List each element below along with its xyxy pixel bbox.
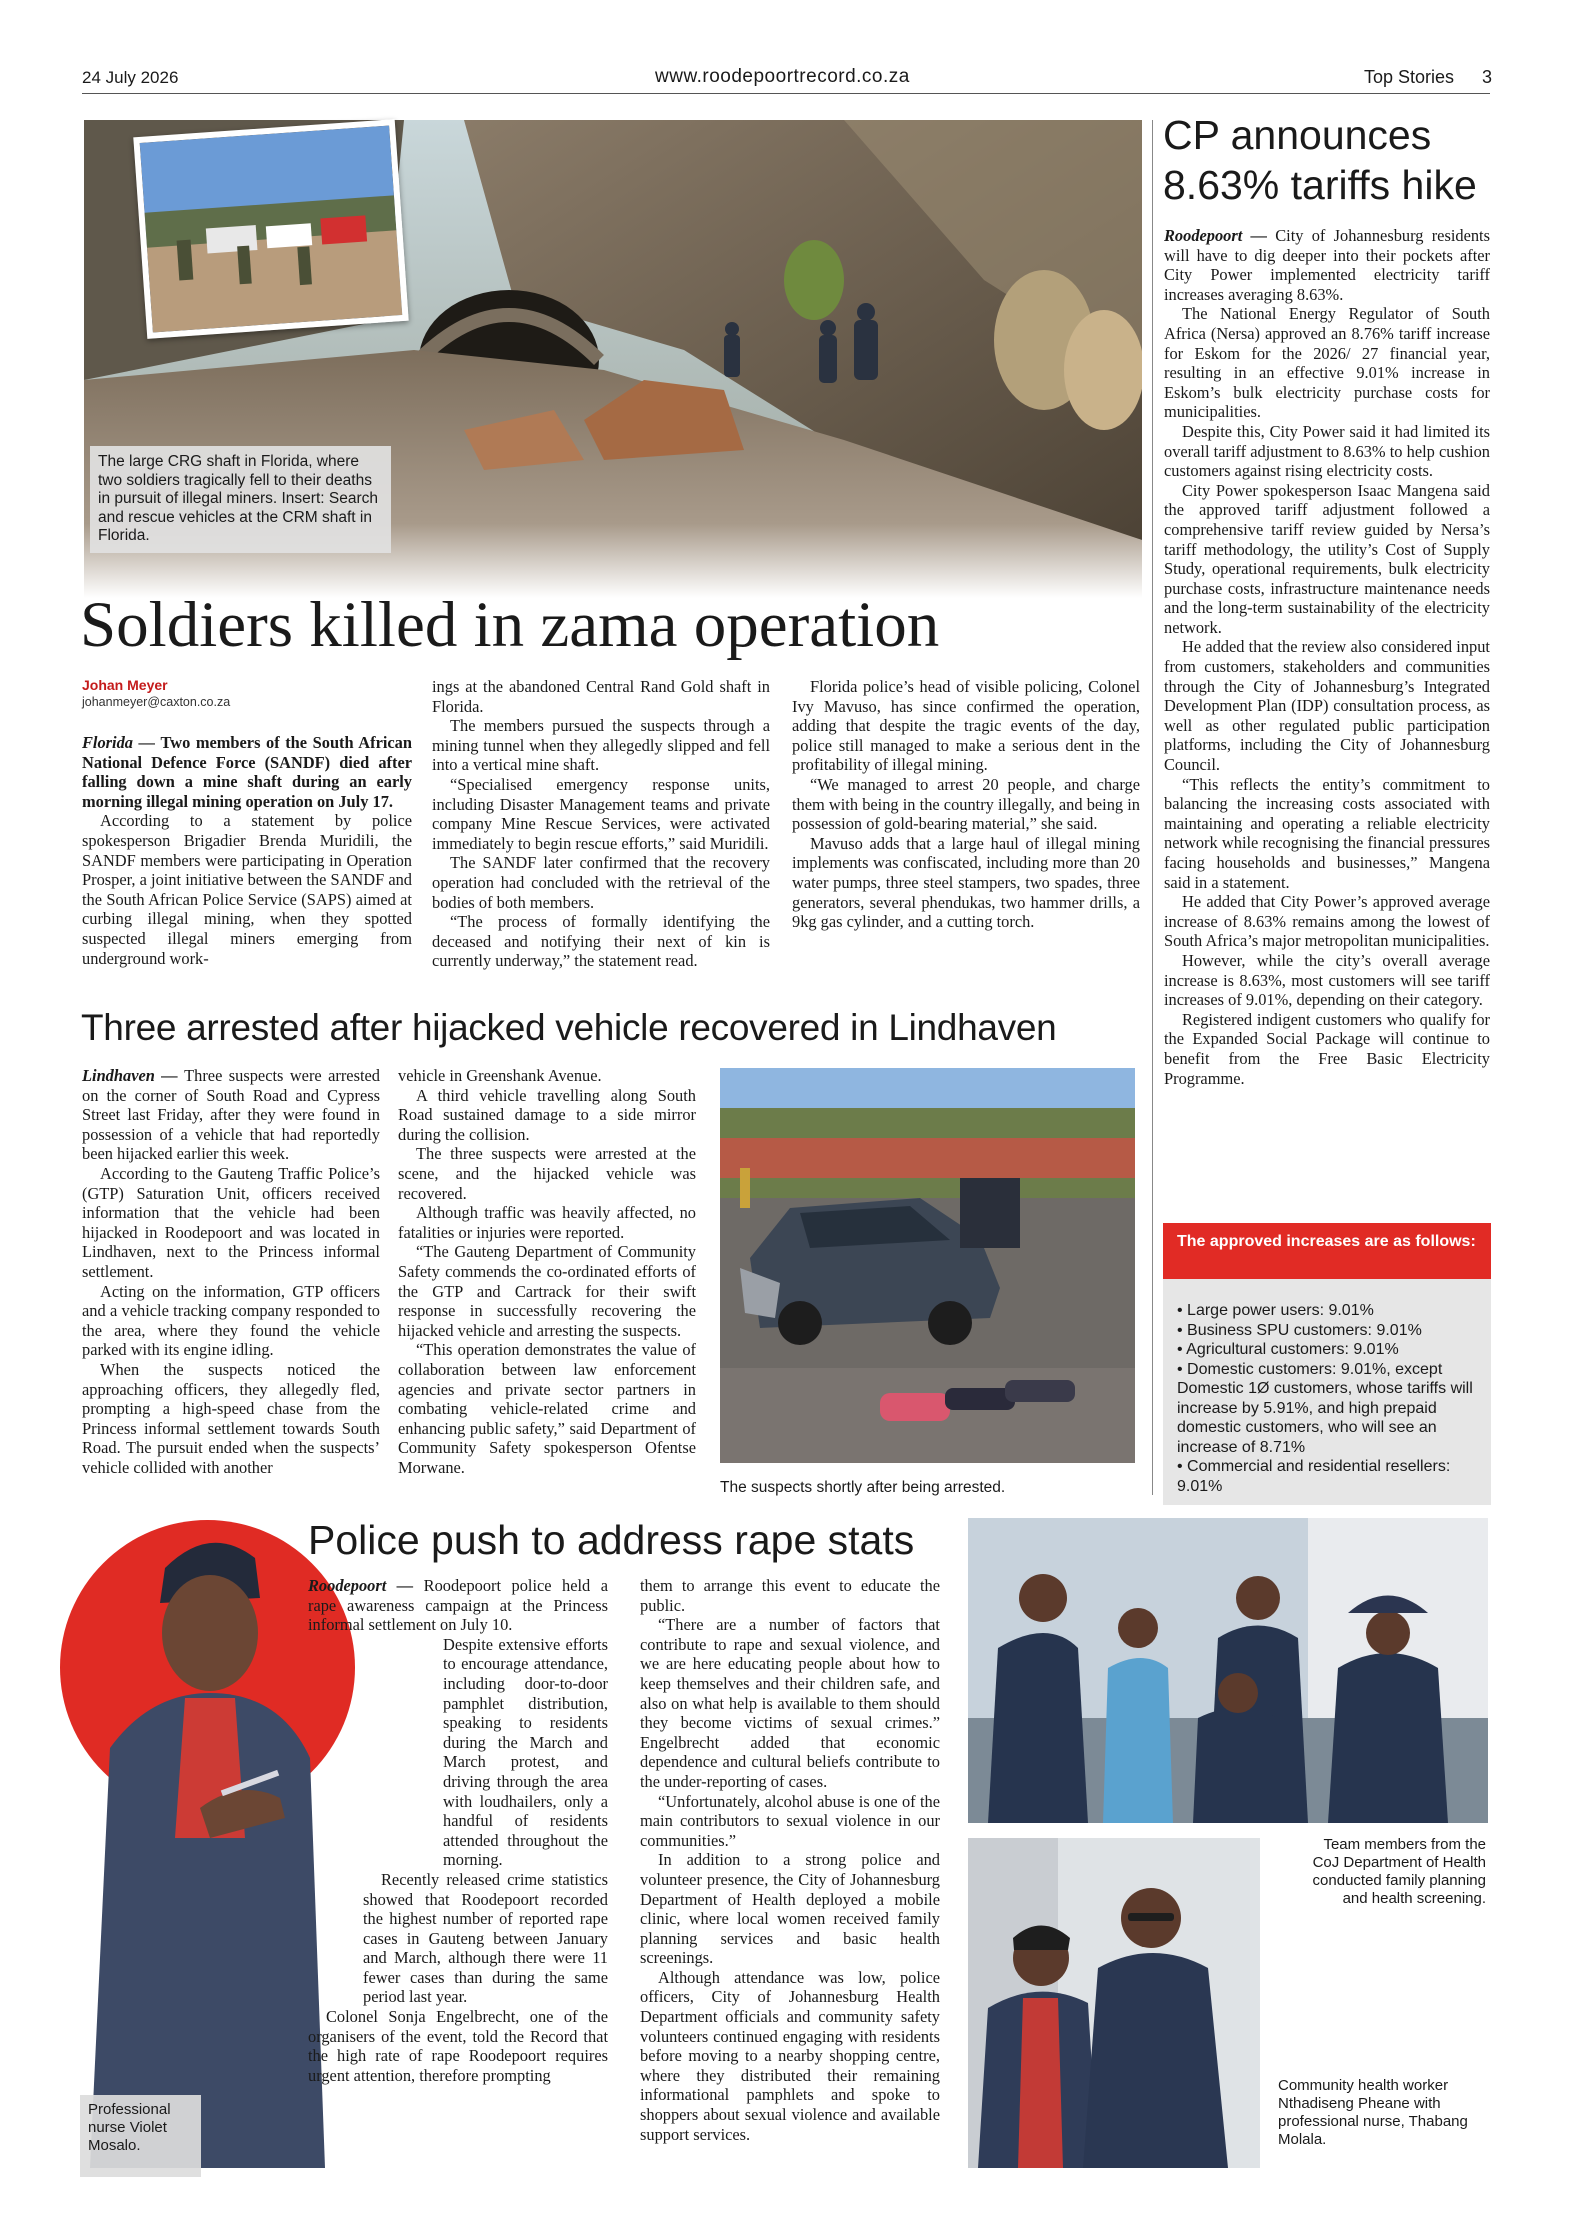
rape-paragraph: “There are a number of factors that contribute to rape and sexual violence, and we are here educating people about how to keep themselves and their children safe, and also on what help is available to them should they become victims of sexual crimes.” Engelbrecht added that economic dependence and cultural beliefs contribute to the under-reporting of cases. bbox=[640, 1615, 940, 1791]
tariffs-paragraph: He added that City Power’s approved average increase of 8.63% remains among the lowest of South Africa’s major metropolitan municipalities. bbox=[1164, 892, 1490, 951]
tariffs-headline-line-1: CP announces bbox=[1163, 112, 1432, 158]
mine-shaft-photo-caption: The large CRG shaft in Florida, where two soldiers tragically fell to their deaths in pursuit of illegal miners. Insert: Search and rescue vehicles at the CRM shaft in Florida. bbox=[98, 453, 378, 544]
tariffs-dateline: Roodepoort — bbox=[1164, 226, 1276, 245]
health-team-illustration bbox=[968, 1518, 1488, 1823]
tariffs-increase-item: • Business SPU customers: 9.01% bbox=[1177, 1321, 1422, 1339]
health-team-caption: Team members from the CoJ Department of Health conducted family planning and health screening. bbox=[1312, 1836, 1486, 1907]
tariffs-increase-item: • Commercial and residential resellers: 9.01% bbox=[1177, 1458, 1451, 1495]
hijack-dateline: Lindhaven — bbox=[82, 1066, 185, 1085]
rape-paragraph: Recently released crime statistics showed that Roodepoort recorded the highest number of reported rape cases in Gauteng between January and March, although there were 11 fewer cases than during the same period last year. bbox=[363, 1869, 608, 2007]
soldiers-paragraph: The members pursued the suspects through a mining tunnel when they allegedly slipped and fell into a vertical mine shaft. bbox=[432, 716, 770, 775]
header-website[interactable]: www.roodepoortrecord.co.za bbox=[655, 66, 910, 87]
rape-paragraph: them to arrange this event to educate the public. bbox=[640, 1576, 940, 1615]
health-team-photo bbox=[968, 1518, 1488, 1823]
header-page-number: 3 bbox=[1482, 67, 1493, 87]
tariffs-paragraph: He added that the review also considered input from customers, stakeholders and communities through the City of Johannesburg’s Integrated Development Plan (IDP) consultation process, as well as other regulated public participation platforms, including the City of Johannesburg Council. bbox=[1164, 637, 1490, 775]
tariffs-paragraph: City Power spokesperson Isaac Mangena said the approved tariff adjustment followed a comprehensive tariff review guided by Nersa’s tariff methodology, the utility’s Cost of Supply Study, operational requirements, bulk electricity purchase costs, infrastructure maintenance needs and the long-term sustainability of the electricity network. bbox=[1164, 480, 1490, 637]
soldiers-paragraph: “We managed to arrest 20 people, and charge them with being in the country illegally, and being in possession of gold-bearing material,” she said. bbox=[792, 774, 1140, 834]
hijacked-car-illustration bbox=[720, 1068, 1135, 1463]
hijack-headline: Three arrested after hijacked vehicle recovered in Lindhaven bbox=[81, 1007, 1057, 1048]
hijack-paragraph: “This operation demonstrates the value of collaboration between law enforcement agencies and private sector partners in combating vehicle-related crime and enhancing public safety,” said Department of Community Safety spokesperson Ofentse Morwane. bbox=[398, 1340, 696, 1477]
tariffs-box-title: The approved increases are as follows: bbox=[1163, 1223, 1491, 1279]
tariffs-paragraph: “This reflects the entity’s commitment to balancing the increasing costs associated with maintaining and operating a reliable electricity network while recognising the financial pressures facing households and businesses,” Mangena said in a statement. bbox=[1164, 774, 1490, 892]
nurse-illustration bbox=[70, 1518, 325, 2168]
tariffs-headline-line-2: 8.63% tariffs hike bbox=[1163, 162, 1477, 208]
soldiers-column-2 bbox=[432, 677, 770, 971]
rape-column-2 bbox=[640, 1576, 940, 2144]
soldiers-paragraph: “Specialised emergency response units, including Disaster Management teams and private company Mine Rescue Services, were activated immediately to begin rescue efforts,” said Muridili. bbox=[432, 774, 770, 853]
rape-dateline: Roodepoort — bbox=[308, 1576, 424, 1595]
soldiers-dateline: Florida — bbox=[82, 733, 161, 752]
tariffs-increase-item: • Large power users: 9.01% bbox=[1177, 1302, 1374, 1319]
tariffs-increases-box bbox=[1163, 1223, 1491, 1505]
rape-paragraph: Despite extensive efforts to encourage attendance, including door-to-door pamphlet distribution, speaking to residents during the March and March protest, and driving through the area with loudhailers, only a handful of residents attended throughout the morning. bbox=[443, 1634, 608, 1870]
hijack-paragraph: When the suspects noticed the approaching officers, they allegedly fled, prompting a high-speed chase from the Princess informal settlement towards South Road. The pursuit ended when the suspects’ vehicle collided with another bbox=[82, 1359, 380, 1477]
hijack-paragraph: Acting on the information, GTP officers and a vehicle tracking company responded to the area, where they found the vehicle parked with its engine idling. bbox=[82, 1281, 380, 1360]
tariffs-paragraph: The National Energy Regulator of South Africa (Nersa) approved an 8.76% tariff increase for Eskom for the 2026/ 27 financial year, resulting in an effective 9.01% increase in Eskom’s bulk electricity purchase costs for municipalities. bbox=[1164, 304, 1490, 422]
health-worker-illustration bbox=[968, 1838, 1260, 2168]
tariffs-lead: City of Johannesburg residents will have to dig deeper into their pockets after City Power implemented electricity tariff increases averaging 8.63%. bbox=[1164, 226, 1490, 304]
soldiers-paragraph: The SANDF later confirmed that the recovery operation had concluded with the retrieval of the bodies of both members. bbox=[432, 853, 770, 912]
nurse-caption-box bbox=[80, 2095, 201, 2177]
rape-headline: Police push to address rape stats bbox=[308, 1517, 915, 1563]
hijack-paragraph: “The Gauteng Department of Community Safety commends the co-ordinated efforts of the GTP and Cartrack for their swift response in successfully recovering the hijacked vehicle and arresting the suspects. bbox=[398, 1242, 696, 1340]
soldiers-headline: Soldiers killed in zama operation bbox=[80, 589, 940, 661]
tariffs-increase-list bbox=[1163, 1279, 1491, 1496]
nurse-violet-mosalo-photo bbox=[70, 1518, 325, 2168]
hijacked-car-photo-caption: The suspects shortly after being arrested. bbox=[720, 1479, 1006, 1496]
hijack-paragraph: Although traffic was heavily affected, no fatalities or injuries were reported. bbox=[398, 1203, 696, 1242]
tariffs-headline bbox=[1163, 110, 1477, 210]
rape-lead: Roodepoort police held a rape awareness campaign at the Princess informal settlement on July 10. bbox=[308, 1576, 608, 1635]
soldiers-paragraph: According to a statement by police spokesperson Brigadier Brenda Muridili, the SANDF members were participating in Operation Prosper, a joint initiative between the SANDF and the South African Police Service (SAPS) aimed at curbing illegal mining, when they spotted suspected illegal miners emerging from underground work- bbox=[82, 811, 412, 968]
soldiers-column-1 bbox=[82, 733, 412, 968]
soldiers-lead-paragraph bbox=[82, 733, 412, 811]
nurse-caption: Professional nurse Violet Mosalo. bbox=[88, 2101, 171, 2154]
rape-paragraph: In addition to a strong police and volunteer presence, the City of Johannesburg Department of Health deployed a mobile clinic, where local women received family planning services and basic health screenings. bbox=[640, 1850, 940, 1968]
header-date: 24 July 2026 bbox=[82, 68, 179, 87]
hijack-lead: Three suspects were arrested on the corner of South Road and Cypress Street last Friday, after they were found in possession of a vehicle that had reportedly been hijacked earlier this week. bbox=[82, 1066, 380, 1164]
soldiers-paragraph: Florida police’s head of visible policing, Colonel Ivy Mavuso, has since confirmed the operation, adding that despite the tragic events of the day, police still managed to make a serious dent in the profitability of illegal mining. bbox=[792, 677, 1140, 775]
tariffs-body bbox=[1164, 226, 1490, 1088]
soldiers-paragraph: Mavuso adds that a large haul of illegal mining implements was confiscated, including more than 20 water pumps, three steel stampers, two spades, three generators, several phendukas, two hammer drills, a 9kg gas cylinder, and a cutting torch. bbox=[792, 833, 1140, 932]
tariffs-increase-item: • Agricultural customers: 9.01% bbox=[1177, 1341, 1399, 1358]
hijack-column-1 bbox=[82, 1066, 380, 1477]
soldiers-author-email[interactable]: johanmeyer@caxton.co.za bbox=[82, 695, 231, 709]
rape-paragraph: Colonel Sonja Engelbrecht, one of the organisers of the event, told the Record that the high rate of rape Roodepoort requires urgent attention, therefore prompting bbox=[308, 2007, 608, 2085]
tariffs-paragraph bbox=[1164, 226, 1490, 304]
hijack-paragraph bbox=[82, 1066, 380, 1164]
hijack-paragraph: A third vehicle travelling along South Road sustained damage to a side mirror during the collision. bbox=[398, 1085, 696, 1144]
hijack-paragraph: The three suspects were arrested at the scene, and the hijacked vehicle was recovered. bbox=[398, 1144, 696, 1203]
mine-shaft-photo-caption-box bbox=[90, 446, 391, 553]
soldiers-lead: Two members of the South African National Defence Force (SANDF) died after falling down a mine shaft during an early morning illegal mining operation on July 17. bbox=[82, 733, 412, 811]
hijacked-car-photo bbox=[720, 1068, 1135, 1463]
inset-rescue-vehicles-photo bbox=[133, 119, 408, 339]
hijack-column-2 bbox=[398, 1066, 696, 1477]
hijack-paragraph: According to the Gauteng Traffic Police’s (GTP) Saturation Unit, officers received information that the vehicle had been hijacked in Roodepoort and was located in Lindhaven, next to the Princess informal settlement. bbox=[82, 1163, 380, 1281]
rape-paragraph bbox=[308, 1576, 608, 1635]
tariffs-increase-item: • Domestic customers: 9.01%, except Domestic 1Ø customers, whose tariffs will increase by 5.91%, and high prepaid domestic customers, who will see an increase of 8.71% bbox=[1177, 1360, 1473, 1456]
column-divider bbox=[1152, 120, 1153, 1495]
header-rule bbox=[82, 93, 1490, 94]
tariffs-paragraph: Despite this, City Power said it had limited its overall tariff adjustment to 8.63% to help cushion customers against rising electricity costs. bbox=[1164, 421, 1490, 481]
tariffs-paragraph: Registered indigent customers who qualify for the Expanded Social Package will continue to benefit from the Free Basic Electricity Programme. bbox=[1164, 1009, 1490, 1088]
header-section: Top Stories bbox=[1364, 67, 1455, 87]
rape-paragraph: “Unfortunately, alcohol abuse is one of the main contributors to sexual violence in our communities.” bbox=[640, 1791, 940, 1850]
rape-column-1 bbox=[308, 1576, 608, 2085]
hijack-paragraph: vehicle in Greenshank Avenue. bbox=[398, 1066, 602, 1085]
soldiers-author: Johan Meyer bbox=[82, 677, 168, 693]
health-worker-photo bbox=[968, 1838, 1260, 2168]
health-worker-caption: Community health worker Nthadiseng Pheane with professional nurse, Thabang Molala. bbox=[1278, 2077, 1468, 2148]
soldiers-column-3 bbox=[792, 677, 1140, 932]
soldiers-paragraph: ings at the abandoned Central Rand Gold shaft in Florida. bbox=[432, 677, 770, 716]
soldiers-paragraph: “The process of formally identifying the deceased and notifying their next of kin is currently underway,” the statement read. bbox=[432, 912, 770, 971]
tariffs-paragraph: However, while the city’s overall average increase is 8.63%, most customers will see tariff increases of 9.01%, depending on their category. bbox=[1164, 950, 1490, 1010]
rape-paragraph: Although attendance was low, police officers, City of Johannesburg Health Department officials and community safety volunteers continued engaging with residents before moving to a nearby shopping centre, where they distributed their remaining informational pamphlets and spoke to shoppers about sexual violence and available support services. bbox=[640, 1967, 940, 2144]
rescue-vehicles-illustration bbox=[140, 126, 403, 333]
